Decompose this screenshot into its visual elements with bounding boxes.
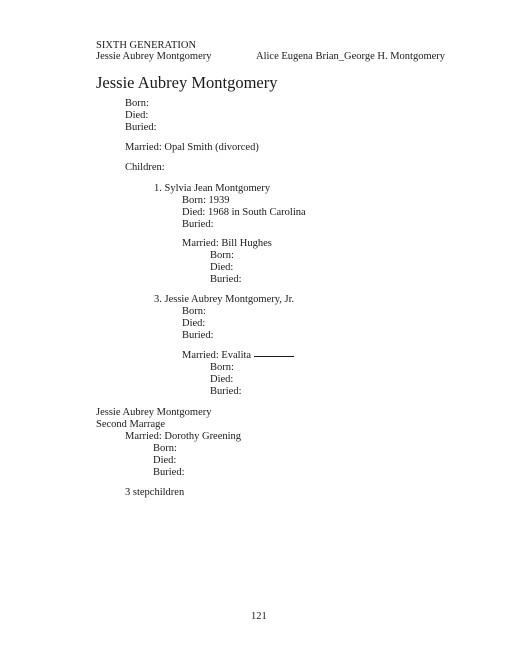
child-born: Born: (182, 306, 206, 317)
child-buried: Buried: (182, 219, 214, 230)
child-died: Died: (182, 318, 206, 329)
stepchildren-note: 3 stepchildren (125, 487, 185, 498)
child-marriage: Married: Bill Hughes (182, 238, 272, 249)
spouse-buried: Buried: (210, 386, 242, 397)
spouse-died: Died: (210, 374, 234, 385)
spouse-died: Died: (210, 262, 234, 273)
spouse-buried: Buried: (210, 274, 242, 285)
spouse-born: Born: (210, 362, 234, 373)
child-died: Died: 1968 in South Carolina (182, 207, 306, 218)
second-marriage-label: Second Marrage (96, 419, 166, 430)
second-spouse-born: Born: (153, 443, 177, 454)
child-marriage-text: Married: Evalita (182, 350, 252, 361)
died-field: Died: (125, 110, 149, 121)
header-parents: Alice Eugena Brian_George H. Montgomery (256, 51, 446, 62)
child-buried: Buried: (182, 330, 214, 341)
spouse-born: Born: (210, 250, 234, 261)
header-person: Jessie Aubrey Montgomery (96, 51, 212, 62)
blank-line (254, 356, 294, 357)
marriage-field: Married: Opal Smith (divorced) (125, 142, 259, 153)
children-label: Children: (125, 162, 165, 173)
page-title: Jessie Aubrey Montgomery (96, 73, 278, 92)
child-name: 3. Jessie Aubrey Montgomery, Jr. (154, 294, 295, 305)
born-field: Born: (125, 98, 149, 109)
second-marriage-name: Jessie Aubrey Montgomery (96, 407, 212, 418)
second-spouse-buried: Buried: (153, 467, 185, 478)
second-marriage-field: Married: Dorothy Greening (125, 431, 242, 442)
buried-field: Buried: (125, 122, 157, 133)
child-marriage (182, 350, 294, 362)
child-name: 1. Sylvia Jean Montgomery (154, 183, 271, 194)
second-spouse-died: Died: (153, 455, 177, 466)
child-born: Born: 1939 (182, 195, 230, 206)
page-number: 121 (251, 611, 267, 622)
generation-label: SIXTH GENERATION (96, 40, 197, 51)
